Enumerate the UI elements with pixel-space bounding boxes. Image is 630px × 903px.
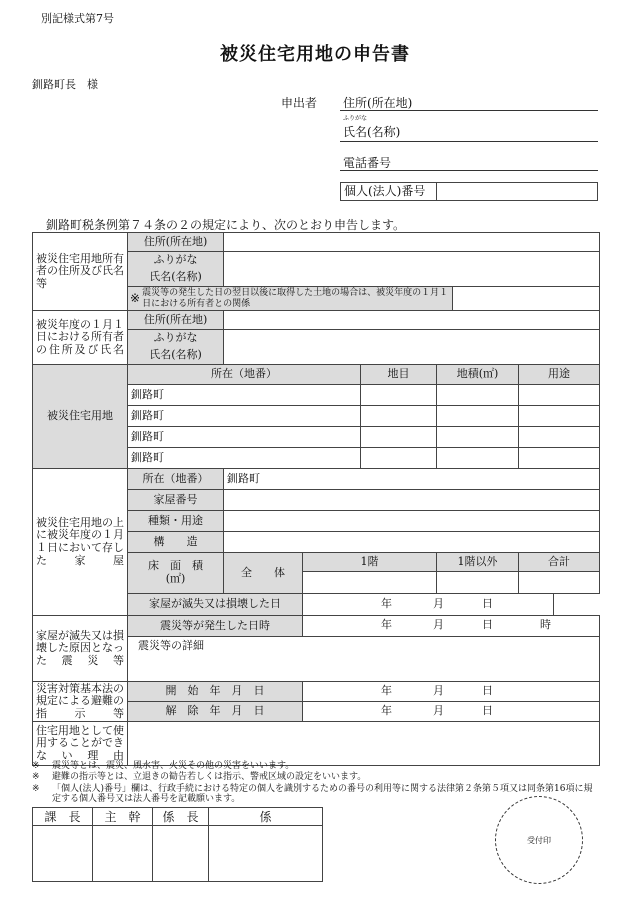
land-row-use[interactable] <box>519 385 600 406</box>
jan1-owner-address-label: 住所(所在地) <box>128 311 224 330</box>
stamp-header-staff: 係 <box>209 808 323 826</box>
land-row-area[interactable] <box>437 448 519 469</box>
receipt-stamp-label: 受付印 <box>527 836 551 845</box>
land-header-use: 用途 <box>519 365 600 385</box>
intro-text: 釧路町税条例第７４条の２の規定により、次のとおり申告します。 <box>46 218 406 232</box>
land-row-category[interactable] <box>361 406 437 427</box>
date-unit-hour: 時 <box>540 618 551 631</box>
land-row-area[interactable] <box>437 385 519 406</box>
addressee: 釧路町長 様 <box>32 78 98 91</box>
floor-area-total-label: 全 体 <box>224 553 303 594</box>
stamp-cell[interactable] <box>153 826 209 882</box>
other-floors-value[interactable] <box>437 572 519 594</box>
owner-section-label: 被災住宅用地所有者の住所及び氏名等 <box>33 233 128 311</box>
personal-number-label: 個人(法人)番号 <box>341 183 437 200</box>
date-unit-day: 日 <box>482 618 493 631</box>
date-unit-year: 年 <box>381 618 392 631</box>
owner-furigana-field[interactable] <box>224 252 600 269</box>
house-lost-date-label: 家屋が滅失又は損壊した日 <box>128 594 303 616</box>
date-unit-month: 月 <box>433 703 444 717</box>
house-section-label: 被災住宅用地の上に被災年度の１月１日において存した家屋 <box>33 469 128 616</box>
jan1-owner-section-label: 被災年度の１月１日における所有者の住所及び氏名 <box>33 311 128 365</box>
evac-start-field[interactable] <box>303 682 600 702</box>
footnote-item <box>32 772 598 782</box>
owner-note-text: 震災等の発生した日の翌日以後に取得した土地の場合は、被災年度の１月１日における所有者との関係 <box>142 288 449 309</box>
house-structure-field[interactable] <box>224 532 600 553</box>
disaster-date-field[interactable] <box>303 616 600 637</box>
approval-stamp-table <box>32 807 323 882</box>
owner-name-label: 氏名(名称) <box>128 269 224 287</box>
land-header-category: 地目 <box>361 365 437 385</box>
reason-field[interactable] <box>128 722 600 766</box>
floor1-header: 1階 <box>303 553 437 572</box>
disaster-detail-label: 震災等の詳細 <box>138 639 204 652</box>
floor-area-label-text: 床 面 積 <box>148 559 203 573</box>
evac-end-label: 解 除 年 月 日 <box>128 702 303 722</box>
land-header-area: 地積(㎡) <box>437 365 519 385</box>
house-lost-date-field[interactable] <box>303 594 554 616</box>
owner-relationship-field[interactable] <box>453 287 600 311</box>
house-type-field[interactable] <box>224 511 600 532</box>
disaster-section-label: 家屋が滅失又は損壊した原因となった震災等 <box>33 616 128 682</box>
footnote-mark: ※ <box>32 761 40 771</box>
footnote-item <box>32 761 598 771</box>
applicant-phone-label: 電話番号 <box>343 156 392 170</box>
house-location-field[interactable]: 釧路町 <box>224 469 600 490</box>
jan1-owner-address-field[interactable] <box>224 311 600 330</box>
house-number-label: 家屋番号 <box>128 490 224 511</box>
disaster-detail-field[interactable] <box>128 637 600 682</box>
jan1-owner-furigana-label: ふりがな <box>128 330 224 347</box>
form-number: 別記様式第7号 <box>41 12 114 25</box>
date-unit-month: 月 <box>433 618 444 631</box>
date-unit-month: 月 <box>433 596 444 610</box>
applicant-phone-line[interactable] <box>340 170 598 171</box>
evac-end-field[interactable] <box>303 702 600 722</box>
date-unit-day: 日 <box>482 596 493 610</box>
land-row-category[interactable] <box>361 448 437 469</box>
house-location-label: 所在（地番） <box>128 469 224 490</box>
floor-area-label <box>128 553 224 594</box>
owner-address-label: 住所(所在地) <box>128 233 224 252</box>
jan1-owner-name-label: 氏名(名称) <box>128 347 224 365</box>
footnote-text: 避難の指示等とは、立退きの勧告若しくは指示、警戒区域の設定をいいます。 <box>52 772 367 783</box>
applicant-address-label: 住所(所在地) <box>343 96 413 110</box>
land-header-location: 所在（地番） <box>128 365 361 385</box>
footnote-mark: ※ <box>32 783 40 794</box>
stamp-cell[interactable] <box>209 826 323 882</box>
page-title: 被災住宅用地の申告書 <box>220 44 410 65</box>
stamp-header-senior-officer: 主 幹 <box>93 808 153 826</box>
land-row-location[interactable]: 釧路町 <box>128 406 361 427</box>
reason-label: 住宅用地として使用することができない理由 <box>33 722 128 766</box>
stamp-cell[interactable] <box>93 826 153 882</box>
footnotes <box>32 761 598 804</box>
applicant-address-line[interactable] <box>340 110 598 111</box>
applicant-name-line[interactable] <box>340 141 598 142</box>
evac-section-label: 災害対策基本法の規定による避難の指示等 <box>33 682 128 722</box>
land-row-area[interactable] <box>437 427 519 448</box>
stamp-header-section-chief: 課 長 <box>33 808 93 826</box>
stamp-header-unit-chief: 係 長 <box>153 808 209 826</box>
stamp-cell[interactable] <box>33 826 93 882</box>
land-row-use[interactable] <box>519 448 600 469</box>
date-unit-year: 年 <box>381 683 392 697</box>
land-section-label: 被災住宅用地 <box>33 365 128 469</box>
house-number-field[interactable] <box>224 490 600 511</box>
date-unit-month: 月 <box>433 683 444 697</box>
land-row-location[interactable]: 釧路町 <box>128 385 361 406</box>
disaster-date-label: 震災等が発生した日時 <box>128 616 303 637</box>
sum-header: 合計 <box>519 553 600 572</box>
owner-name-field[interactable] <box>224 269 600 287</box>
owner-furigana-label: ふりがな <box>128 252 224 269</box>
jan1-owner-furigana-field[interactable] <box>224 330 600 347</box>
main-form-table <box>32 232 600 766</box>
footnote-text: 「個人(法人)番号」欄は、行政手続における特定の個人を識別するための番号の利用等に関する法律第２条第５項又は同条第16項に規定する個人番号又は法人番号を記載願います。 <box>52 783 593 805</box>
other-floors-header: 1階以外 <box>437 553 519 572</box>
floor1-value[interactable] <box>303 572 437 594</box>
owner-address-field[interactable] <box>224 233 600 252</box>
applicant-label: 申出者 <box>281 96 318 110</box>
floor-area-unit: (㎡) <box>165 572 186 585</box>
house-structure-label: 構 造 <box>128 532 224 553</box>
date-unit-year: 年 <box>381 596 392 610</box>
applicant-name-label: 氏名(名称) <box>343 125 401 139</box>
land-row-category[interactable] <box>361 427 437 448</box>
house-type-label: 種類・用途 <box>128 511 224 532</box>
land-row-location[interactable]: 釧路町 <box>128 427 361 448</box>
applicant-furigana-label: ふりがな <box>343 115 368 122</box>
land-row-category[interactable] <box>361 385 437 406</box>
sum-value[interactable] <box>519 572 600 594</box>
date-unit-day: 日 <box>482 683 493 697</box>
land-row-area[interactable] <box>437 406 519 427</box>
evac-start-label: 開 始 年 月 日 <box>128 682 303 702</box>
owner-note-cell <box>128 287 453 311</box>
land-row-location[interactable]: 釧路町 <box>128 448 361 469</box>
footnote-item <box>32 784 598 805</box>
date-unit-year: 年 <box>381 703 392 717</box>
receipt-stamp-circle <box>495 796 583 884</box>
owner-note-mark: ※ <box>130 290 141 305</box>
footnote-text: 震災等とは、震災、風水害、火災その他の災害をいいます。 <box>52 761 295 771</box>
land-row-use[interactable] <box>519 406 600 427</box>
land-row-use[interactable] <box>519 427 600 448</box>
jan1-owner-name-field[interactable] <box>224 347 600 365</box>
date-unit-day: 日 <box>482 703 493 717</box>
personal-number-box[interactable] <box>340 182 598 201</box>
footnote-mark: ※ <box>32 772 40 783</box>
